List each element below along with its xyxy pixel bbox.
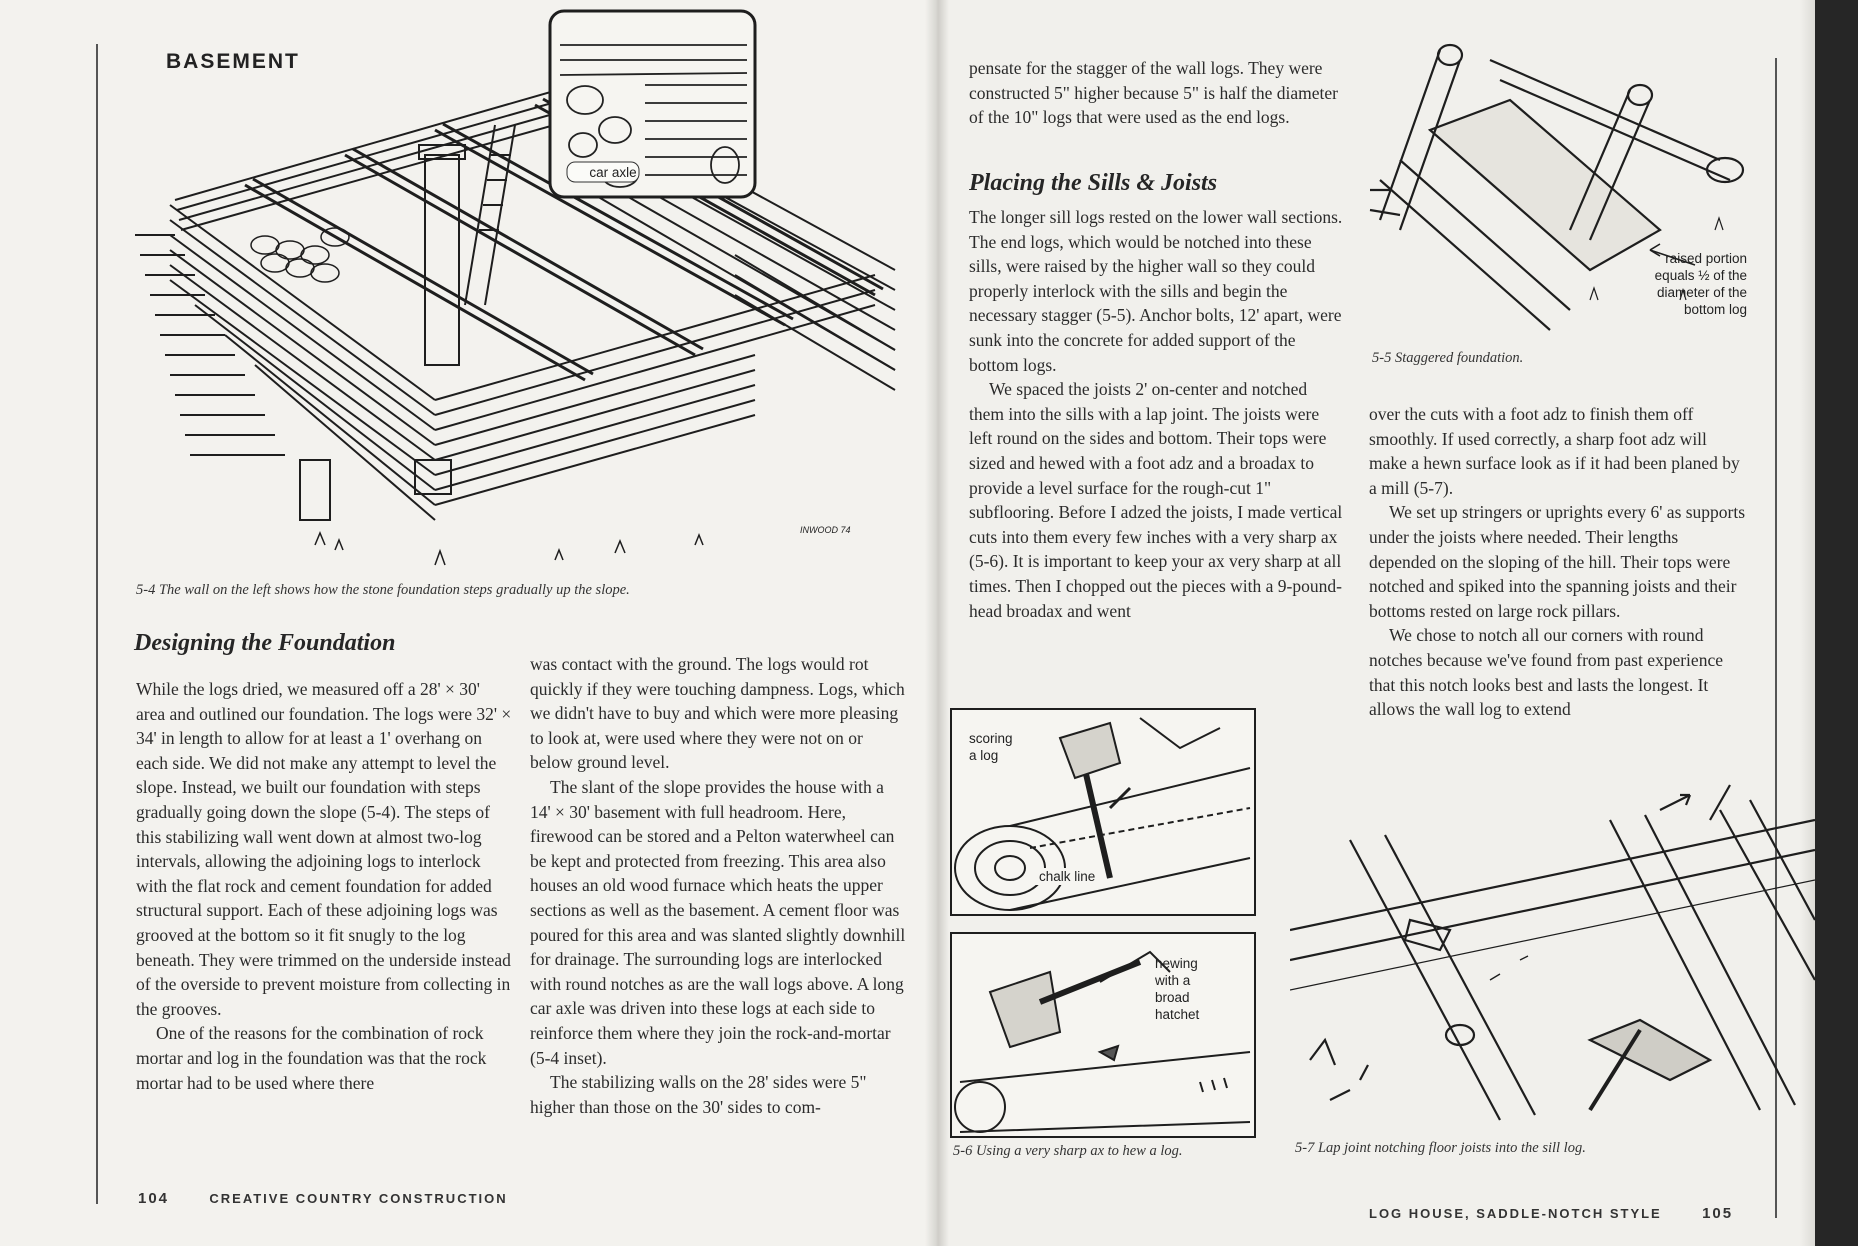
chimney bbox=[425, 155, 459, 365]
left-margin-rule bbox=[96, 44, 98, 1204]
paragraph: We spaced the joists 2' on-center and notched them into the sills with a lap joint. The joists were left round on the sides and bottom. Their tops were sized and hewed with a foot adz and a broadax to provide a level surface for the rough-cut 1" subflooring. Before I adzed the joists, I made vertical cuts into them every few inches with a very sharp ax (5-6). It is important to keep your ax very sharp at all times. Then I chopped out the pieces with a 9-pound-head broadax and went bbox=[969, 379, 1343, 621]
figure-5-6-hewing-panel bbox=[950, 932, 1256, 1138]
annotation-line: raised portion bbox=[1665, 251, 1747, 266]
paragraph: was contact with the ground. The logs would rot quickly if they were touching dampness. Logs, which we didn't have to buy and which were more pleasing to look at, were used where they were not on or below ground level. bbox=[530, 654, 905, 773]
arrow bbox=[1660, 795, 1690, 810]
annotation-line: diameter of the bbox=[1656, 285, 1747, 300]
caption-5-6: 5-6 Using a very sharp ax to hew a log. bbox=[953, 1143, 1183, 1159]
heading-placing-sills-joists: Placing the Sills & Joists bbox=[969, 170, 1218, 196]
paragraph: pensate for the stagger of the wall logs. They were constructed 5" higher because 5" is half the diameter of the 10" logs that were used as the end logs. bbox=[969, 58, 1339, 128]
paragraph: We chose to notch all our corners with round notches because we've found from past experience that this notch looks best and lasts the longest. It allows the wall log to extend bbox=[1369, 625, 1723, 720]
paragraph: The longer sill logs rested on the lower wall sections. The end logs, which would be notched into these sills, were raised by the higher wall so they could properly interlock with the sills and begin the necessary stagger (5-5). Anchor bolts, 12' apart, were sunk into the concrete for added support of the bottom logs. bbox=[969, 207, 1343, 375]
annotation-line: bottom log bbox=[1683, 302, 1747, 317]
annotation-line: equals ½ of the bbox=[1654, 268, 1747, 283]
paragraph: We set up stringers or uprights every 6' as supports under the joists where needed. Their lengths depended on the sloping of the hill. Their tops were notched and spiked into the spanning joists and their bottoms rested on large rock pillars. bbox=[1369, 502, 1746, 621]
label-line: a log bbox=[969, 748, 999, 763]
paragraph: The slant of the slope provides the house with a 14' × 30' basement with full headroom. Here, firewood can be stored and a Pelton waterwheel can be kept and protected from freezing. This area also houses an old wood furnace which heats the upper sections as well as the basement. A cement floor was poured for this area and was slanted slightly downhill for drainage. The surrounding logs are interlocked with round notches as are the wall logs above. A long car axle was driven into these logs at each side to reinforce them where they join the rock-and-mortar (5-4 inset). bbox=[530, 776, 906, 1068]
label-line: scoring bbox=[969, 731, 1013, 746]
page-number: 104 bbox=[138, 1190, 170, 1207]
running-head-left: BASEMENT bbox=[166, 50, 300, 73]
label-line: broad bbox=[1155, 990, 1190, 1005]
right-column-1 bbox=[969, 205, 1345, 623]
right-top-paragraph bbox=[969, 56, 1339, 130]
figure-5-7-lap-joint-illustration bbox=[1290, 780, 1815, 1135]
label-hewing-broad-hatchet bbox=[1155, 955, 1199, 1023]
door bbox=[300, 460, 330, 520]
heading-designing-foundation: Designing the Foundation bbox=[134, 630, 396, 656]
joist-left bbox=[1350, 835, 1535, 1120]
label-scoring-a-log bbox=[969, 730, 1013, 764]
book-title: CREATIVE COUNTRY CONSTRUCTION bbox=[209, 1191, 508, 1206]
foundation-floor bbox=[1430, 100, 1660, 270]
label-line: hatchet bbox=[1155, 1007, 1200, 1022]
caption-5-5: 5-5 Staggered foundation. bbox=[1372, 350, 1524, 366]
paragraph: The stabilizing walls on the 28' sides were 5" higher than those on the 30' sides to com- bbox=[530, 1072, 867, 1117]
book-section-title: LOG HOUSE, SADDLE-NOTCH STYLE bbox=[1369, 1206, 1662, 1221]
label-line: with a bbox=[1155, 973, 1191, 988]
paragraph: While the logs dried, we measured off a 28' × 30' area and outlined our foundation. The logs were 32' × 34' in length to allow for at least a 1' overhang on each side. We did not make any attempt to level the slope. Instead, we built our foundation with steps gradually going down the slope (5-4). The steps of this stabilizing wall went down at almost two-log intervals, allowing the adjoining logs to interlock with the flat rock and cement foundation for added structural support. Each of these adjoining logs was grooved at the bottom so it fit snugly to the log beneath. They were trimmed on the underside instead of the overside to prevent moisture from collecting in the grooves. bbox=[136, 679, 512, 1019]
caption-5-4: 5-4 The wall on the left shows how the stone foundation steps gradually up the slope. bbox=[136, 582, 630, 598]
paragraph: over the cuts with a foot adz to finish them off smoothly. If used correctly, a sharp foot adz will make a hewn surface look as if it had been planed by a mill (5-7). bbox=[1369, 404, 1740, 498]
annotation-raised-portion bbox=[1612, 250, 1747, 318]
left-wall-logs bbox=[170, 205, 435, 520]
right-column-2 bbox=[1369, 402, 1747, 722]
folio-left bbox=[138, 1190, 508, 1207]
label-line: hewing bbox=[1155, 956, 1198, 971]
front-wall-logs bbox=[435, 275, 875, 505]
caption-5-7: 5-7 Lap joint notching floor joists into the sill log. bbox=[1295, 1140, 1586, 1156]
inset-label-car-axle: car axle bbox=[589, 165, 637, 180]
paragraph: One of the reasons for the combination of rock mortar and log in the foundation was that the rock mortar had to be used where there bbox=[136, 1023, 487, 1093]
label-chalk-line: chalk line bbox=[1035, 868, 1099, 885]
figure-5-4-basement-illustration bbox=[135, 5, 905, 575]
book-gutter bbox=[925, 0, 949, 1246]
illustration-signature: INWOOD 74 bbox=[800, 525, 851, 535]
chainsaw bbox=[1590, 1020, 1710, 1080]
folio-right bbox=[1369, 1205, 1733, 1222]
scan-background-edge bbox=[1815, 0, 1858, 1246]
page-number: 105 bbox=[1702, 1205, 1734, 1222]
left-column-2 bbox=[530, 652, 908, 1119]
back-wall-logs bbox=[175, 85, 590, 230]
pointer bbox=[1710, 785, 1730, 820]
left-column-1 bbox=[136, 677, 512, 1095]
